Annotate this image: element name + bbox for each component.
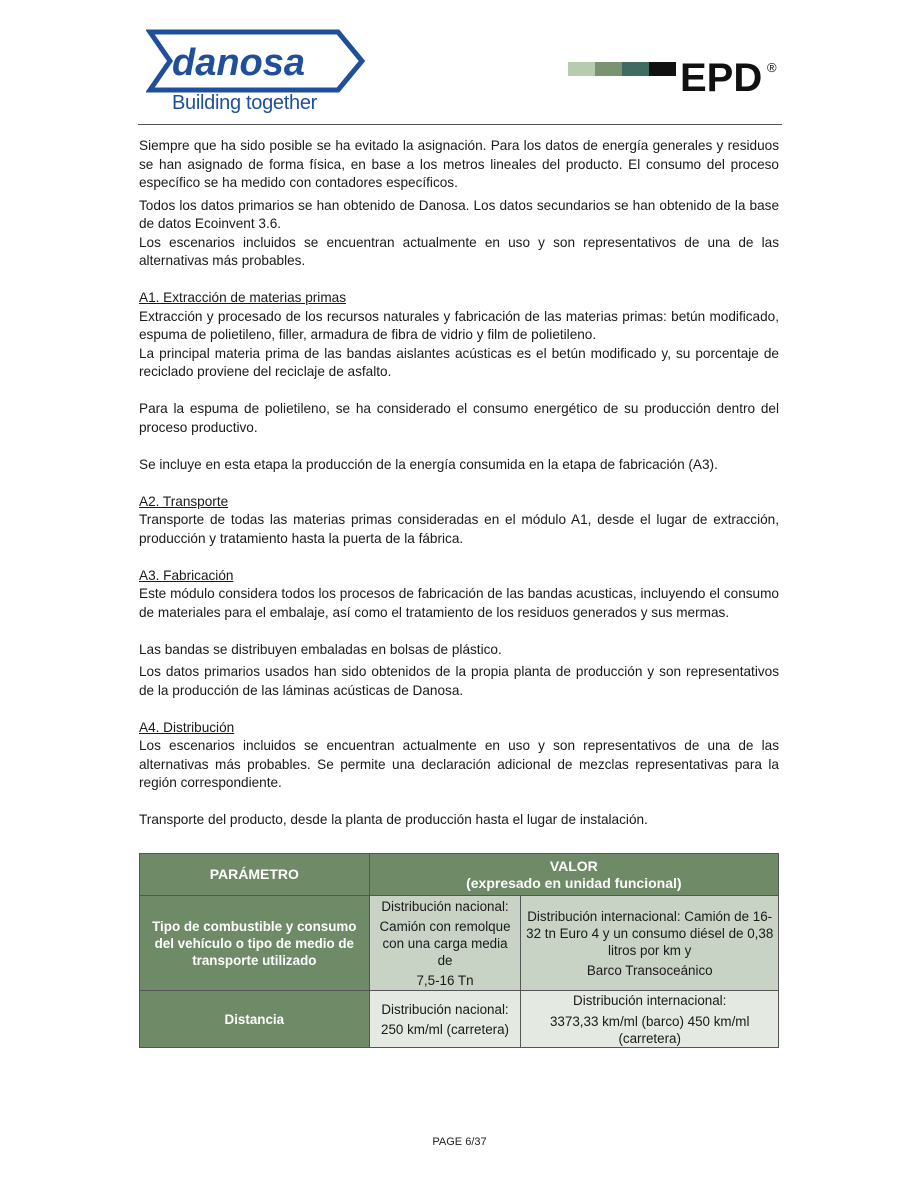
cell-text: Barco Transoceánico: [586, 962, 713, 978]
paragraph-data-sources: Todos los datos primarios se han obtenido de Danosa. Los datos secundarios se han obtenido de la base de datos Ecoinvent 3.6.: [139, 197, 779, 231]
paragraph-a4-scenarios: Los escenarios incluidos se encuentran actualmente en uso y son representativos de una de las alternativas más probables. Se permite una declaración adicional de mezclas representativas para la región correspondiente.: [139, 738, 779, 790]
table-row: [140, 991, 779, 1048]
cell-international-vehicle: [521, 896, 779, 991]
table-header-valor: [369, 854, 778, 896]
epd-bar-1: [568, 62, 595, 76]
document-body: [139, 137, 779, 830]
epd-bar-2: [595, 62, 622, 76]
cell-text: Distribución nacional:: [381, 1001, 509, 1017]
section-heading-a4: A4. Distribución: [139, 719, 235, 735]
table-header-valor-title: VALOR: [549, 857, 598, 874]
cell-text: Distribución internacional:: [573, 992, 727, 1008]
table-header-parametro: PARÁMETRO: [140, 854, 370, 896]
paragraph-a4-transport: Transporte del producto, desde la planta de producción hasta el lugar de instalación.: [139, 812, 648, 827]
logo-tagline: Building together: [172, 92, 318, 114]
cell-text: 250 km/ml (carretera): [381, 1021, 510, 1037]
section-heading-a2: A2. Transporte: [139, 493, 229, 509]
paragraph-scenarios: Los escenarios incluidos se encuentran actualmente en uso y son representativos de una de las alternativas más probables.: [139, 234, 779, 268]
cell-text: Distribución nacional:: [381, 898, 509, 914]
cell-text: Camión con remolque con una carga media de: [379, 918, 511, 968]
section-heading-a1: A1. Extracción de materias primas: [139, 290, 347, 305]
epd-bar-4: [649, 62, 676, 76]
paragraph-a3-primary-data: Los datos primarios usados han sido obtenidos de la propia planta de producción y son representativos de la producción de las láminas acústicas de Danosa.: [139, 664, 779, 698]
cell-national-distance: [369, 991, 521, 1048]
danosa-logo-graphic: [146, 28, 368, 98]
paragraph-allocation: Siempre que ha sido posible se ha evitado la asignación. Para los datos de energía generales y residuos se han asignado de forma física, en base a los metros lineales del producto. El consumo del proceso específico se ha medido con contadores específicos.: [139, 138, 779, 190]
transport-parameter-table: [139, 853, 779, 1048]
logo-wordmark: danosa: [172, 42, 306, 84]
paragraph-a3-manufacturing: Este módulo considera todos los procesos de fabricación de las bandas acusticas, incluyendo el consumo de materiales para el embalaje, así como el tratamiento de los residuos generados y sus mermas.: [139, 586, 779, 620]
paragraph-a1-foam: Para la espuma de polietileno, se ha considerado el consumo energético de su producción dentro del proceso productivo.: [139, 401, 779, 435]
epd-label: EPD: [680, 56, 763, 100]
paragraph-a1-bitumen: La principal materia prima de las bandas aislantes acústicas es el betún modificado y, su porcentaje de reciclado proviene del reciclaje de asfalto.: [139, 345, 779, 379]
epd-mark: [568, 56, 782, 100]
table-header-row: [140, 854, 779, 896]
header-rule: [138, 124, 782, 125]
paragraph-a1-energy: Se incluye en esta etapa la producción de la energía consumida en la etapa de fabricación (A3).: [139, 456, 718, 472]
section-heading-a3: A3. Fabricación: [139, 567, 234, 583]
paragraph-a1-extraction: Extracción y procesado de los recursos naturales y fabricación de las materias primas: betún modificado, espuma de polietileno, filler, armadura de fibra de vidrio y film de polietileno.: [139, 308, 779, 342]
cell-national-vehicle: [369, 896, 521, 991]
paragraph-a3-packaging: Las bandas se distribuyen embaladas en bolsas de plástico.: [139, 641, 502, 657]
paragraph-a2-transport: Transporte de todas las materias primas consideradas en el módulo A1, desde el lugar de extracción, producción y tratamiento hasta la puerta de la fábrica.: [139, 512, 779, 546]
table-header-valor-subtitle: (expresado en unidad funcional): [466, 874, 682, 891]
epd-bar-3: [622, 62, 649, 76]
epd-registered-mark: ®: [767, 60, 777, 75]
cell-international-distance: [521, 991, 779, 1048]
cell-text: Distribución internacional: Camión de 16-32 tn Euro 4 y un consumo diésel de 0,38 litros por km y: [526, 908, 774, 958]
epd-color-bars: [568, 62, 676, 76]
row-label-distance: Distancia: [140, 991, 370, 1048]
row-label-fuel-type: Tipo de combustible y consumo del vehículo o tipo de medio de transporte utilizado: [140, 896, 370, 991]
cell-text: 7,5-16 Tn: [416, 972, 474, 988]
cell-text: 3373,33 km/ml (barco) 450 km/ml (carretera): [549, 1013, 750, 1046]
page-number: PAGE 6/37: [432, 1136, 487, 1148]
table-row: [140, 896, 779, 991]
